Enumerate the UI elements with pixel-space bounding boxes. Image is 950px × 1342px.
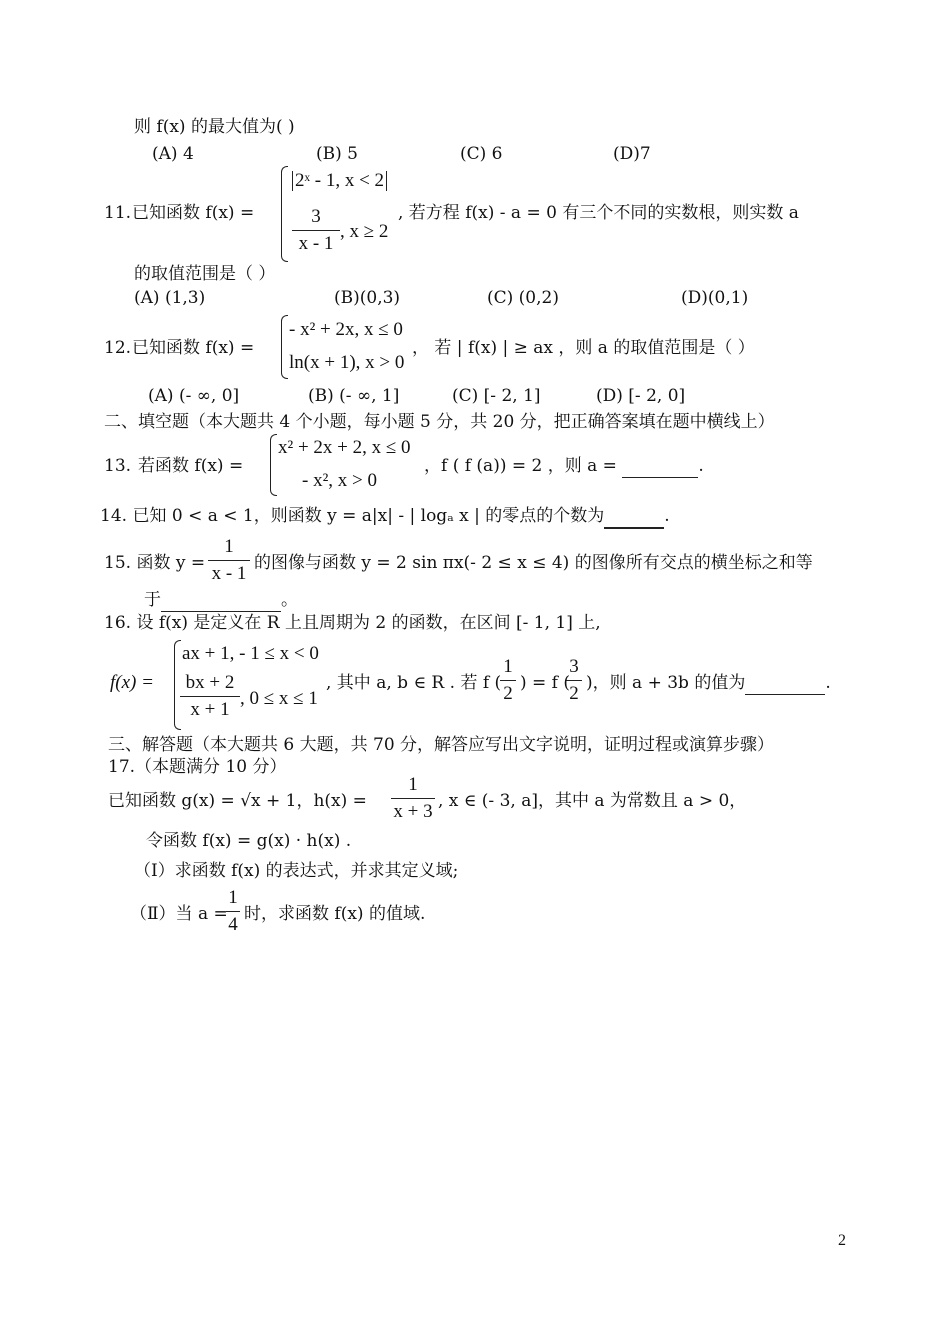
- q10-option-a: (A) 4: [152, 144, 194, 164]
- q15-lead: 15. 函数 y =: [104, 553, 206, 573]
- q16-case2-fraction: [180, 672, 240, 721]
- q16-line1: 16. 设 f(x) 是定义在 R 上且周期为 2 的函数，在区间 [- 1, 1] 上,: [104, 613, 601, 633]
- q13-lead: 若函数 f(x) =: [138, 456, 244, 476]
- q11-tail: , 若方程 f(x) - a = 0 有三个不同的实数根，则实数 a: [398, 203, 799, 223]
- fraction-bar: [500, 680, 516, 681]
- q12-option-b: (B) (- ∞, 1]: [308, 386, 400, 406]
- q10-option-d: (D)7: [613, 144, 651, 164]
- answer-blank: [622, 455, 698, 478]
- q17-line3: 令函数 f(x) = g(x) · h(x) .: [146, 831, 352, 851]
- q17-part2-lead: （Ⅱ）当 a =: [130, 904, 228, 924]
- q16-half-fraction: [500, 656, 516, 705]
- q15-denominator: x - 1: [211, 563, 247, 584]
- q16-half-denominator: 2: [503, 683, 513, 704]
- q17-part2-denominator: 4: [228, 914, 238, 935]
- section-2-heading: 二、填空题（本大题共 4 个小题，每小题 5 分，共 20 分，把正确答案填在题中横线上）: [104, 412, 775, 432]
- q10-stem: 则 f(x) 的最大值为( ): [134, 117, 295, 137]
- section-3-heading: 三、解答题（本大题共 6 大题，共 70 分，解答应写出文字说明，证明过程或演算步骤）: [108, 735, 775, 755]
- q11-case2-numerator: 3: [311, 206, 321, 227]
- q12-lead: 已知函数 f(x) =: [132, 338, 255, 358]
- q15-numerator: 1: [224, 536, 234, 557]
- q11-case2-tail: , x ≥ 2: [340, 221, 389, 242]
- q13-tail: ，f ( f (a)) = 2 ，则 a = .: [424, 456, 704, 476]
- q16-mid: , 其中 a, b ∈ R . 若 f (: [326, 673, 502, 693]
- q17-lead: 已知函数 g(x) = √x + 1，h(x) =: [108, 791, 367, 811]
- q17-denominator: x + 3: [393, 801, 433, 822]
- q17-part2-numerator: 1: [228, 887, 238, 908]
- q16-lead: f(x) =: [110, 672, 154, 693]
- q16-case2-denominator: x + 1: [190, 699, 230, 720]
- q14: 14. 已知 0 < a < 1，则函数 y = a|x| - | logₐ x | 的零点的个数为 .: [100, 505, 670, 529]
- q17-part2-tail: 时，求函数 f(x) 的值域.: [244, 904, 426, 924]
- fraction-bar: [180, 696, 240, 697]
- q11-option-a: (A) (1,3): [134, 288, 206, 308]
- answer-blank: [161, 589, 281, 612]
- q15-fraction: [208, 536, 250, 585]
- q16-half-numerator: 1: [503, 656, 513, 677]
- q17-tail: , x ∈ (- 3, a]，其中 a 为常数且 a > 0，: [438, 791, 747, 811]
- q16-three-halves-numerator: 3: [569, 656, 579, 677]
- q17-heading: 17.（本题满分 10 分）: [108, 757, 287, 777]
- q12-brace: [281, 315, 288, 379]
- q12-case1: - x² + 2x, x ≤ 0: [289, 319, 403, 340]
- q12-number: 12.: [104, 338, 132, 358]
- fraction-bar: [566, 680, 582, 681]
- q11-option-b: (B)(0,3): [334, 288, 401, 308]
- q11-lead: 已知函数 f(x) =: [132, 203, 255, 223]
- q11-case2-denominator: x - 1: [298, 233, 334, 254]
- answer-blank: [604, 505, 664, 529]
- q15-line2: 于 。: [144, 590, 298, 610]
- q16-three-halves-denominator: 2: [569, 683, 579, 704]
- q10-option-b: (B) 5: [316, 144, 358, 164]
- q11-option-c: (C) (0,2): [487, 288, 559, 308]
- fraction-bar: [208, 560, 250, 561]
- q16-case1: ax + 1, - 1 ≤ x < 0: [182, 643, 319, 664]
- q11-option-d: (D)(0,1): [681, 288, 749, 308]
- q12-option-c: (C) [- 2, 1]: [452, 386, 541, 406]
- q11-line2: 的取值范围是（ ）: [134, 264, 276, 284]
- q12-option-a: (A) (- ∞, 0]: [148, 386, 240, 406]
- fraction-bar: [226, 911, 240, 912]
- q16-mid2: ) = f (: [520, 673, 571, 693]
- q17-fraction: [391, 774, 435, 823]
- q16-three-halves-fraction: [566, 656, 582, 705]
- q10-option-c: (C) 6: [460, 144, 503, 164]
- q11-case2-fraction: [292, 206, 340, 255]
- fraction-bar: [292, 230, 340, 231]
- q13-brace: [270, 434, 277, 496]
- q17-numerator: 1: [408, 774, 418, 795]
- q13-case1: x² + 2x + 2, x ≤ 0: [278, 437, 411, 458]
- q17-part1: （Ⅰ）求函数 f(x) 的表达式，并求其定义域;: [134, 861, 459, 881]
- q12-case2: ln(x + 1), x > 0: [289, 352, 405, 373]
- q12-tail: ， 若 | f(x) | ≥ ax ，则 a 的取值范围是（ ）: [412, 338, 755, 358]
- q12-option-d: (D) [- 2, 0]: [596, 386, 686, 406]
- answer-blank: [745, 672, 825, 695]
- page-number: 2: [838, 1232, 846, 1249]
- q13-case2: - x², x > 0: [302, 470, 377, 491]
- q11-brace: [281, 166, 288, 262]
- fraction-bar: [391, 798, 435, 799]
- q16-case2-tail: , 0 ≤ x ≤ 1: [240, 688, 318, 709]
- q16-tail: )，则 a + 3b 的值为 .: [586, 673, 831, 693]
- q13-number: 13.: [104, 456, 132, 476]
- q11-number: 11.: [104, 203, 132, 223]
- q15-tail: 的图像与函数 y = 2 sin πx(- 2 ≤ x ≤ 4) 的图像所有交点的横坐标之和等: [254, 553, 813, 573]
- q16-case2-numerator: bx + 2: [185, 672, 235, 693]
- q11-case1: 2ˣ - 1, x < 2: [292, 170, 387, 192]
- q17-part2-fraction: [226, 887, 240, 936]
